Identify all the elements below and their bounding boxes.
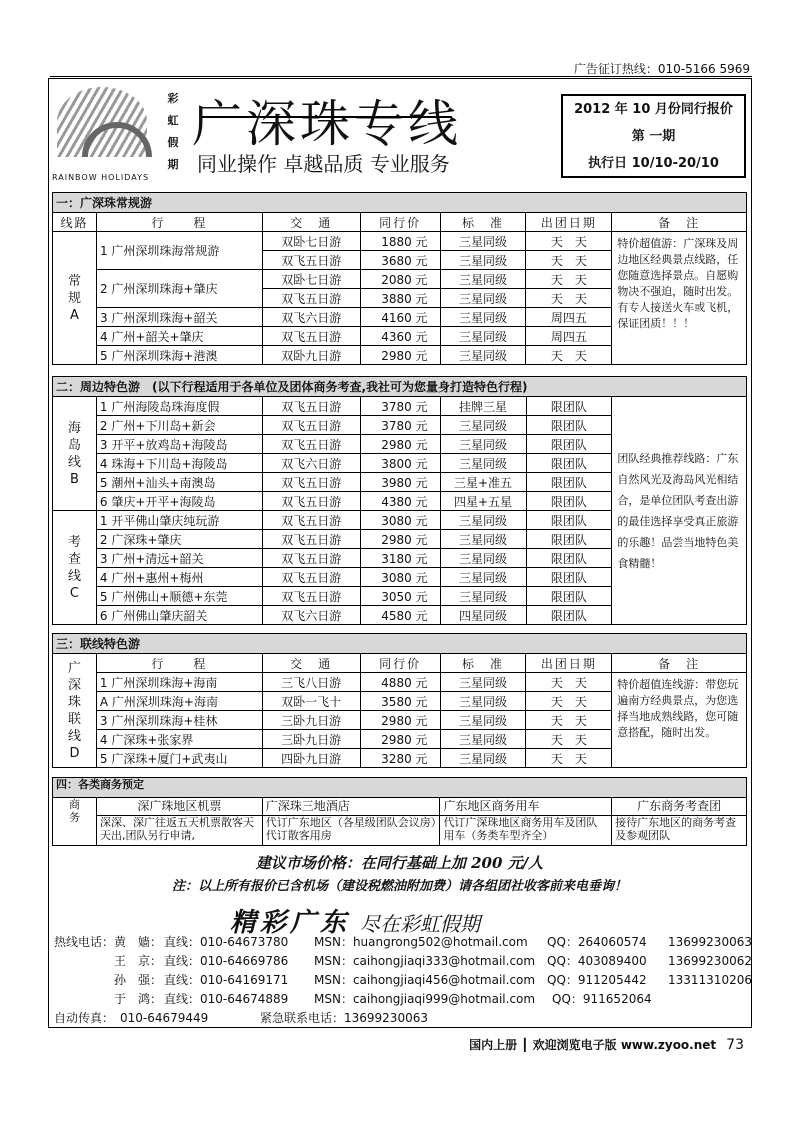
table-cell: 双卧九日游 bbox=[262, 346, 360, 365]
table-cell: 三星同级 bbox=[440, 435, 526, 454]
table-cell: 3 开平+放鸡岛+海陵岛 bbox=[96, 435, 262, 454]
table-cell: 挂牌三星 bbox=[440, 397, 526, 416]
table-cell: 三星同级 bbox=[440, 749, 526, 768]
table-cell: 双卧一飞十 bbox=[262, 692, 360, 711]
section-regular-table bbox=[52, 192, 747, 365]
contact-row: 热线电话： 黄 嫱： 直线：010-64673780 MSN：huangrong502@hotmail.com QQ：264060574 13699230063 bbox=[54, 935, 752, 949]
table-cell: 双飞五日游 bbox=[262, 289, 360, 308]
table-cell: 天 天 bbox=[526, 673, 612, 692]
contact-row: 孙 强： 直线：010-64169171 MSN：caihongjiaqi456@hotmail.com QQ：911205442 13311310206 bbox=[114, 973, 752, 987]
table-cell: 3080 元 bbox=[360, 568, 440, 587]
line-label-char: D bbox=[69, 745, 80, 761]
table-cell: 2 广州+下川岛+新会 bbox=[96, 416, 262, 435]
table-cell: 4580 元 bbox=[360, 606, 440, 625]
table-cell: 3780 元 bbox=[360, 416, 440, 435]
table-cell: 双卧七日游 bbox=[262, 270, 360, 289]
line-label-char: 海 bbox=[67, 420, 81, 436]
line-label-char: 商 bbox=[68, 798, 80, 811]
table-cell: 双飞五日游 bbox=[262, 511, 360, 530]
table-cell: 三星同级 bbox=[440, 308, 526, 327]
table-cell: 代订广东地区（各星级团队会议房）代订散客用房 bbox=[262, 816, 440, 846]
table-cell: 3 广州+清远+韶关 bbox=[96, 549, 262, 568]
line-label-char: 珠 bbox=[67, 694, 81, 710]
line-label-char: 线 bbox=[67, 728, 81, 744]
table-cell: 三星同级 bbox=[440, 692, 526, 711]
contact-row: 王 京： 直线：010-64669786 MSN：caihongjiaqi333@hotmail.com QQ：403089400 13699230062 bbox=[114, 954, 752, 968]
col-header: 备 注 bbox=[612, 654, 747, 673]
table-cell: 2980 元 bbox=[360, 530, 440, 549]
issue-dates: 执行日 10/10-20/10 bbox=[588, 156, 719, 171]
table-cell: 4 广州+惠州+梅州 bbox=[96, 568, 262, 587]
table-cell: 三星同级 bbox=[440, 454, 526, 473]
table-cell: 三星同级 bbox=[440, 730, 526, 749]
table-cell: 限团队 bbox=[526, 492, 612, 511]
table-cell: 限团队 bbox=[526, 397, 612, 416]
issue-title: 2012 年 10 月份同行报价 bbox=[574, 102, 733, 117]
col-header: 线路 bbox=[53, 213, 97, 232]
table-cell: 天 天 bbox=[526, 251, 612, 270]
table-cell: 三星同级 bbox=[440, 232, 526, 251]
table-cell: 四星+五星 bbox=[440, 492, 526, 511]
line-label-char: C bbox=[69, 585, 79, 601]
table-cell: 2980 元 bbox=[360, 346, 440, 365]
line-label-char: B bbox=[69, 471, 79, 487]
table-cell: 三飞八日游 bbox=[262, 673, 360, 692]
section-featured-table bbox=[52, 376, 747, 625]
remark: 团队经典推荐线路：广东自然风光及海岛风光相结合，是单位团队考查出游的最佳选择享受真正旅游的乐趣！品尝当地特色美食精髓！ bbox=[612, 397, 747, 625]
table-cell: 限团队 bbox=[526, 606, 612, 625]
table-cell: 限团队 bbox=[526, 511, 612, 530]
remark: 特价超值连线游：带您玩遍南方经典景点，为您选择当地成熟线路，您可随意搭配，随时出发。 bbox=[612, 673, 747, 768]
table-cell: 三卧九日游 bbox=[262, 730, 360, 749]
table-cell: 3080 元 bbox=[360, 511, 440, 530]
line-label-char: 深 bbox=[67, 677, 81, 693]
price-advice: 建议市场价格：在同行基础上加 200 元/人 bbox=[255, 854, 544, 872]
table-cell: 5 潮州+汕头+南澳岛 bbox=[96, 473, 262, 492]
table-cell: 四星同级 bbox=[440, 606, 526, 625]
table-cell: 广深珠三地酒店 bbox=[262, 798, 440, 816]
table-cell: 限团队 bbox=[526, 435, 612, 454]
col-header: 交 通 bbox=[262, 213, 360, 232]
table-cell: 3780 元 bbox=[360, 397, 440, 416]
table-cell: 双飞五日游 bbox=[262, 492, 360, 511]
table-cell: 双飞五日游 bbox=[262, 397, 360, 416]
table-cell: 代订广深珠地区商务用车及团队用车（务类车型齐全） bbox=[440, 816, 612, 846]
table-cell: 3580 元 bbox=[360, 692, 440, 711]
table-cell: 2980 元 bbox=[360, 711, 440, 730]
table-cell: 三星同级 bbox=[440, 416, 526, 435]
page-number: 73 bbox=[726, 1037, 744, 1053]
rainbow-logo bbox=[52, 82, 162, 182]
table-cell: 三星同级 bbox=[440, 673, 526, 692]
top-rule bbox=[50, 76, 752, 77]
table-row bbox=[53, 232, 747, 251]
line-label-char: 务 bbox=[68, 811, 80, 824]
table-cell: 5 广州佛山+顺德+东莞 bbox=[96, 587, 262, 606]
section-connected-table bbox=[52, 633, 747, 768]
table-cell: 双飞六日游 bbox=[262, 606, 360, 625]
brand-vertical: 彩 虹 假 期 bbox=[167, 92, 179, 171]
table-cell: 周四五 bbox=[526, 327, 612, 346]
col-header: 同行价 bbox=[360, 213, 440, 232]
col-header: 行 程 bbox=[96, 213, 262, 232]
table-cell: 1 开平佛山肇庆纯玩游 bbox=[96, 511, 262, 530]
table-cell: 接待广东地区的商务考查及参观团队 bbox=[612, 816, 747, 846]
line-label-char: 广 bbox=[67, 660, 81, 676]
table-cell: 限团队 bbox=[526, 454, 612, 473]
header bbox=[52, 82, 748, 187]
table-cell: A 广州深圳珠海+海南 bbox=[96, 692, 262, 711]
table-cell: 双飞五日游 bbox=[262, 549, 360, 568]
table-cell: 限团队 bbox=[526, 416, 612, 435]
table-cell: 3 广州深圳珠海+韶关 bbox=[96, 308, 262, 327]
table-cell: 双飞六日游 bbox=[262, 454, 360, 473]
table-cell: 天 天 bbox=[526, 270, 612, 289]
section-title: 四：各类商务预定 bbox=[53, 778, 747, 798]
col-header: 标 准 bbox=[440, 213, 526, 232]
table-cell: 深深、深广往返五天机票散客天天出,团队另行申请, bbox=[96, 816, 262, 846]
section-business-table bbox=[52, 777, 747, 846]
table-cell: 周四五 bbox=[526, 308, 612, 327]
table-cell: 4 珠海+下川岛+海陵岛 bbox=[96, 454, 262, 473]
table-cell: 深广珠地区机票 bbox=[96, 798, 262, 816]
table-cell: 4160 元 bbox=[360, 308, 440, 327]
table-cell: 5 广深珠+厦门+武夷山 bbox=[96, 749, 262, 768]
line-label bbox=[53, 654, 97, 768]
col-header: 出团日期 bbox=[526, 213, 612, 232]
section-title: 二：周边特色游 (以下行程适用于各单位及团体商务考查,我社可为您量身打造特色行程) bbox=[53, 377, 747, 397]
table-cell: 3880 元 bbox=[360, 289, 440, 308]
table-cell: 三星同级 bbox=[440, 511, 526, 530]
line-label-char: 规 bbox=[67, 290, 81, 306]
table-cell: 双飞五日游 bbox=[262, 587, 360, 606]
table-cell: 6 广州佛山肇庆韶关 bbox=[96, 606, 262, 625]
table-cell: 4 广州+韶关+肇庆 bbox=[96, 327, 262, 346]
table-cell: 三星同级 bbox=[440, 270, 526, 289]
line-label bbox=[53, 232, 97, 365]
col-header: 备 注 bbox=[612, 213, 747, 232]
line-label bbox=[53, 397, 97, 511]
table-cell: 双飞六日游 bbox=[262, 308, 360, 327]
table-cell: 3180 元 bbox=[360, 549, 440, 568]
table-row bbox=[53, 673, 747, 692]
table-cell: 天 天 bbox=[526, 346, 612, 365]
table-cell: 三星同级 bbox=[440, 530, 526, 549]
table-cell: 三星同级 bbox=[440, 327, 526, 346]
table-cell: 1 广州深圳珠海+海南 bbox=[96, 673, 262, 692]
table-cell: 限团队 bbox=[526, 568, 612, 587]
col-header: 标 准 bbox=[440, 654, 526, 673]
section-title: 三：联线特色游 bbox=[53, 634, 747, 654]
line-label-char: A bbox=[70, 307, 79, 323]
table-cell: 三星同级 bbox=[440, 289, 526, 308]
table-cell: 4880 元 bbox=[360, 673, 440, 692]
line-label bbox=[53, 511, 97, 625]
brand-en: RAINBOW HOLIDAYS bbox=[52, 173, 150, 182]
table-cell: 天 天 bbox=[526, 289, 612, 308]
contact-row: 于 鸿： 直线：010-64674889 MSN：caihongjiaqi999@hotmail.com QQ：911652064 bbox=[114, 992, 652, 1006]
line-label-char: 线 bbox=[67, 568, 81, 584]
contact-row: 自动传真： 010-64679449 紧急联系电话：13699230063 bbox=[54, 1011, 428, 1025]
table-cell: 三星同级 bbox=[440, 549, 526, 568]
line-label bbox=[53, 798, 97, 846]
table-cell: 双卧七日游 bbox=[262, 232, 360, 251]
table-cell: 天 天 bbox=[526, 711, 612, 730]
table-cell: 1 广州海陵岛珠海度假 bbox=[96, 397, 262, 416]
table-cell: 1880 元 bbox=[360, 232, 440, 251]
table-cell: 三星同级 bbox=[440, 587, 526, 606]
table-cell: 三卧九日游 bbox=[262, 711, 360, 730]
col-header: 出团日期 bbox=[526, 654, 612, 673]
page-footer: 国内上册 ┃ 欢迎浏览电子版 www.zyoo.net 73 bbox=[469, 1037, 744, 1053]
contact-list bbox=[52, 933, 752, 1028]
table-cell: 3050 元 bbox=[360, 587, 440, 606]
table-cell: 三星同级 bbox=[440, 711, 526, 730]
table-cell: 三星同级 bbox=[440, 568, 526, 587]
table-cell: 广东地区商务用车 bbox=[440, 798, 612, 816]
table-cell: 6 肇庆+开平+海陵岛 bbox=[96, 492, 262, 511]
page-title: 广深珠专线 bbox=[192, 84, 462, 156]
table-cell: 双飞五日游 bbox=[262, 473, 360, 492]
table-cell: 天 天 bbox=[526, 232, 612, 251]
line-label-char: 查 bbox=[67, 551, 81, 567]
table-cell: 2080 元 bbox=[360, 270, 440, 289]
issue-number: 第 一期 bbox=[631, 129, 676, 144]
table-cell: 双飞五日游 bbox=[262, 568, 360, 587]
table-cell: 广东商务考查团 bbox=[612, 798, 747, 816]
table-cell: 限团队 bbox=[526, 473, 612, 492]
table-cell: 限团队 bbox=[526, 587, 612, 606]
table-cell: 3280 元 bbox=[360, 749, 440, 768]
col-header: 交 通 bbox=[262, 654, 360, 673]
slogan: 同业操作 卓越品质 专业服务 bbox=[197, 152, 450, 176]
line-label-char: 岛 bbox=[67, 437, 81, 453]
table-cell: 5 广州深圳珠海+港澳 bbox=[96, 346, 262, 365]
table-cell: 三星+准五 bbox=[440, 473, 526, 492]
table-cell: 2980 元 bbox=[360, 435, 440, 454]
table-cell: 2980 元 bbox=[360, 730, 440, 749]
line-label-char: 考 bbox=[67, 534, 81, 550]
table-cell: 天 天 bbox=[526, 730, 612, 749]
line-label-char: 常 bbox=[67, 273, 81, 289]
remark: 特价超值游：广深珠及周边地区经典景点线路，任您随意选择景点。自愿购物决不强迫，随时出发。有专人接送火车或飞机，保证团质！！！ bbox=[612, 232, 747, 365]
table-cell: 1 广州深圳珠海常规游 bbox=[96, 232, 262, 270]
table-cell: 4 广深珠+张家界 bbox=[96, 730, 262, 749]
table-cell: 3680 元 bbox=[360, 251, 440, 270]
table-row bbox=[53, 397, 747, 416]
table-cell: 三星同级 bbox=[440, 251, 526, 270]
table-cell: 双飞五日游 bbox=[262, 435, 360, 454]
table-cell: 三星同级 bbox=[440, 346, 526, 365]
price-notice: 注：以上所有报价已含机场（建设税燃油附加费）请各组团社收客前来电垂询！ bbox=[171, 879, 627, 894]
table-cell: 限团队 bbox=[526, 530, 612, 549]
table-cell: 4380 元 bbox=[360, 492, 440, 511]
table-cell: 3 广州深圳珠海+桂林 bbox=[96, 711, 262, 730]
table-cell: 双飞五日游 bbox=[262, 416, 360, 435]
section-title: 一：广深珠常规游 bbox=[53, 193, 747, 213]
ad-hotline: 广告征订热线：010-5166 5969 bbox=[573, 62, 750, 76]
table-cell: 3980 元 bbox=[360, 473, 440, 492]
issue-box bbox=[561, 94, 746, 178]
table-cell: 四卧九日游 bbox=[262, 749, 360, 768]
table-cell: 2 广州深圳珠海+肇庆 bbox=[96, 270, 262, 308]
table-cell: 天 天 bbox=[526, 749, 612, 768]
table-cell: 双飞五日游 bbox=[262, 251, 360, 270]
line-label-char: 联 bbox=[67, 711, 81, 727]
table-cell: 双飞五日游 bbox=[262, 530, 360, 549]
line-label-char: 线 bbox=[67, 454, 81, 470]
col-header: 同行价 bbox=[360, 654, 440, 673]
table-cell: 双飞五日游 bbox=[262, 327, 360, 346]
tagline: 精彩广东 尽在彩虹假期 bbox=[230, 908, 481, 938]
table-cell: 4360 元 bbox=[360, 327, 440, 346]
table-cell: 2 广深珠+肇庆 bbox=[96, 530, 262, 549]
table-cell: 天 天 bbox=[526, 692, 612, 711]
table-cell: 3800 元 bbox=[360, 454, 440, 473]
table-cell: 限团队 bbox=[526, 549, 612, 568]
col-header: 行 程 bbox=[96, 654, 262, 673]
